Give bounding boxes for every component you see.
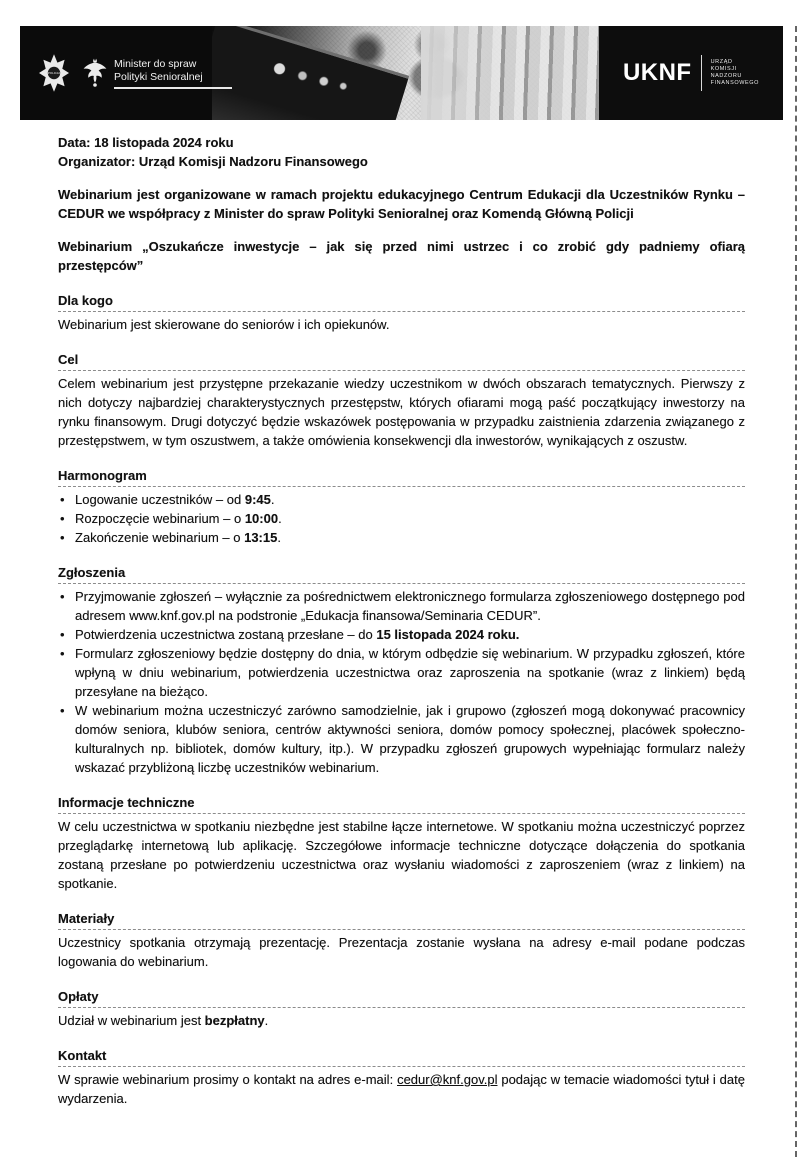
project-paragraph: Webinarium jest organizowane w ramach projektu edukacyjnego Centrum Edukacji dla Uczestników Rynku – CEDUR we współpracy z Minister do spraw Polityki Senioralnej oraz Komendą Główną Policji [58,187,745,221]
minister-line2: Polityki Senioralnej [114,70,203,83]
section-dla-kogo [58,291,745,334]
bullet-icon: • [60,703,65,718]
fee-text: Udział w webinarium jest [58,1013,205,1028]
item-text: Przyjmowanie zgłoszeń – wyłącznie za pośrednictwem elektronicznego formularza zgłoszeniowego dostępnego pod adresem www.knf.gov.pl na podstronie „Edukacja finansowa/Seminaria CEDUR”. [75,589,745,623]
section-text: Webinarium jest skierowane do seniorów i ich opiekunów. [58,317,390,332]
scan-artifact-line [795,26,797,1157]
section-text [58,1011,745,1030]
bullet-icon: • [60,530,65,545]
minister-label [114,58,232,89]
item-text: . [278,511,282,526]
item-bold: 10:00 [244,511,279,526]
header-banner [20,26,783,120]
police-badge-label: POLICJA [47,71,61,76]
item-bold: 13:15 [244,530,278,545]
item-text: Potwierdzenia uczestnictwa zostaną przesłane – do [75,627,377,642]
item-text: Logowanie uczestników – od [75,492,245,507]
uknf-subtitle-line: URZĄD [710,59,733,65]
fee-bold: bezpłatny [204,1013,265,1028]
section-text [58,1070,745,1108]
section-text: Uczestnicy spotkania otrzymają prezentację. Prezentacja zostanie wysłana na adresy e-mail podane podczas logowania do webinarium. [58,935,745,969]
section-heading: Opłaty [58,987,745,1008]
section-cel [58,350,745,450]
uknf-divider [701,55,702,91]
schedule-list [58,490,745,547]
contact-text: W sprawie webinarium prosimy o kontakt na adres e-mail: [58,1072,398,1087]
item-bold: 9:45 [244,492,271,507]
organizer-line: Organizator: Urząd Komisji Nadzoru Finansowego [58,154,368,169]
bullet-icon: • [60,646,65,661]
uknf-subtitle-line: NADZORU [710,73,742,79]
eagle-emblem-icon [83,57,107,89]
list-item [58,625,745,644]
section-heading: Cel [58,350,745,371]
fee-text: . [264,1013,269,1028]
section-heading: Materiały [58,909,745,930]
uknf-subtitle-line: FINANSOWEGO [710,80,760,86]
bullet-icon: • [60,492,65,507]
minister-underline [114,87,232,89]
list-item [58,644,745,701]
banner-photo [212,26,599,120]
police-badge-icon [37,53,71,93]
section-zgloszenia [58,563,745,777]
section-heading: Informacje techniczne [58,793,745,814]
section-text: W celu uczestnictwa w spotkaniu niezbędne jest stabilne łącze internetowe. W spotkaniu można uczestniczyć poprzez przeglądarkę internetową lub aplikację. Szczegółowe informacje techniczne dotyczące dołączenia do spotkania zostaną przesłane po potwierdzeniu uczestnictwa oraz wysłaniu wiadomości z zaproszeniem (wraz z linkiem) na spotkanie. [58,819,745,891]
section-heading: Harmonogram [58,466,745,487]
registration-list [58,587,745,777]
date-line: Data: 18 listopada 2024 roku [58,135,234,150]
list-item [58,701,745,777]
photo-columns-fade [421,26,599,120]
list-item [58,528,745,547]
section-heading: Dla kogo [58,291,745,312]
bullet-icon: • [60,589,65,604]
section-heading: Zgłoszenia [58,563,745,584]
banner-left-logos [20,26,212,120]
uknf-logo [599,26,783,120]
section-text: Celem webinarium jest przystępne przekazanie wiedzy uczestnikom w dwóch obszarach tematycznych. Pierwszy z nich dotyczy najbardziej charakterystycznych przestępstw, których ofiarami mogą paść początkujący inwestorzy na rynku finansowym. Drugi dotyczyć będzie wskazówek postępowania w przypadku zaistnienia zdarzenia związanego z przestępstwem, w tym oszustwem, a także omówienia konsekwencji dla inwestorów, wynikających z oszustw. [58,376,745,448]
item-bold: 15 listopada 2024 roku. [376,627,520,642]
uknf-subtitle [711,59,759,87]
item-text: . [277,530,281,545]
webinar-title: Webinarium „Oszukańcze inwestycje – jak się przed nimi ustrzec i co zrobić gdy padniemy ofiarą przestępców” [58,239,745,273]
uknf-wordmark: UKNF [622,59,692,86]
bullet-icon: • [60,511,65,526]
section-materialy [58,909,745,971]
contact-text: podając w temacie wiadomości tytuł i datę wydarzenia. [58,1072,745,1106]
section-heading: Kontakt [58,1046,745,1067]
minister-line1: Minister do spraw [114,57,197,70]
list-item [58,587,745,625]
email-link[interactable]: cedur@knf.gov.pl [397,1072,498,1087]
section-informacje-techniczne [58,793,745,893]
section-harmonogram [58,466,745,547]
section-oplaty [58,987,745,1030]
list-item [58,509,745,528]
list-item [58,490,745,509]
document-body [58,133,745,1108]
bullet-icon: • [60,627,65,642]
item-text: Zakończenie webinarium – o [75,530,245,545]
item-text: W webinarium można uczestniczyć zarówno samodzielnie, jak i grupowo (zgłoszeń mogą dokonywać pracownicy domów seniora, klubów seniora, centrów aktywności seniora, domów pomocy społecznej, placówek społeczno-kulturalnych np. bibliotek, domów kultury, itp.). W przypadku zgłoszeń grupowych wypełniając formularz należy wskazać przybliżoną liczbę uczestników webinarium. [75,703,745,775]
uknf-subtitle-line: KOMISJI [710,66,737,72]
section-kontakt [58,1046,745,1108]
item-text: Formularz zgłoszeniowy będzie dostępny do dnia, w którym odbędzie się webinarium. W przypadku zgłoszeń, które wpłyną w dniu webinarium, potwierdzenia uczestnictwa oraz zaproszenia na spotkanie (wraz z linkiem) będą przesyłane na bieżąco. [75,646,745,699]
item-text: . [270,492,275,507]
item-text: Rozpoczęcie webinarium – o [75,511,245,526]
